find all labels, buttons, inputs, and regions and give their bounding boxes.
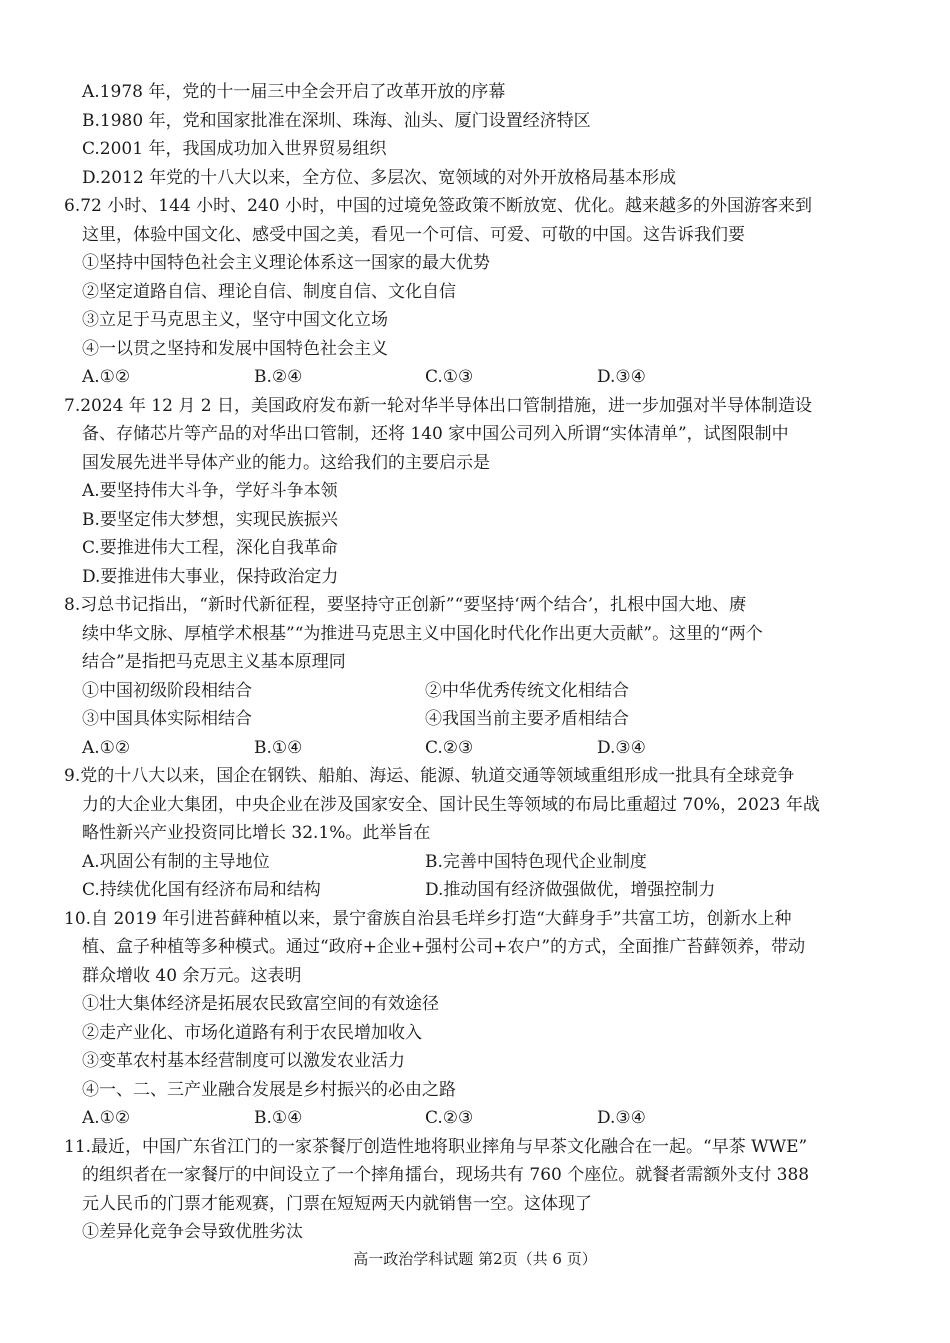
- q10-item-2: ②走产业化、市场化道路有利于农民增加收入: [82, 1023, 422, 1043]
- q10-item-4: ④一、二、三产业融合发展是乡村振兴的必由之路: [82, 1080, 456, 1100]
- q9-stem-line-2: 力的大企业大集团，中央企业在涉及国家安全、国计民生等领域的布局比重超过 70%，2023 年战: [82, 795, 820, 815]
- q10-option-c: C.②③: [425, 1108, 474, 1128]
- q8-stem-line-1: 8.习总书记指出，“新时代新征程，要坚持守正创新”“要坚持‘两个结合’，扎根中国大地、赓: [64, 595, 747, 615]
- q10-item-1: ①壮大集体经济是拓展农民致富空间的有效途径: [82, 994, 439, 1014]
- q8-item-2: ②中华优秀传统文化相结合: [425, 681, 629, 701]
- q8-option-b: B.①④: [254, 738, 303, 758]
- page-footer: 高一政治学科试题 第2页（共 6 页）: [353, 1250, 597, 1268]
- q10-option-d: D.③④: [597, 1108, 646, 1128]
- q8-item-4: ④我国当前主要矛盾相结合: [425, 709, 629, 729]
- q6-option-c: C.①③: [425, 367, 474, 387]
- q9-option-d: D.推动国有经济做强做优，增强控制力: [425, 880, 716, 900]
- q6-item-2: ②坚定道路自信、理论自信、制度自信、文化自信: [82, 282, 456, 302]
- q10-stem-line-3: 群众增收 40 余万元。这表明: [82, 966, 302, 986]
- q7-option-b: B.要坚定伟大梦想，实现民族振兴: [82, 510, 338, 530]
- q10-stem-line-2: 植、盒子种植等多种模式。通过“政府+企业+强村公司+农户”的方式，全面推广苔藓领养，带动: [82, 937, 806, 957]
- q6-stem-line-2: 这里，体验中国文化、感受中国之美，看见一个可信、可爱、可敬的中国。这告诉我们要: [82, 225, 745, 245]
- q10-option-b: B.①④: [254, 1108, 303, 1128]
- q9-stem-line-3: 略性新兴产业投资同比增长 32.1%。此举旨在: [82, 823, 431, 843]
- q7-stem-line-3: 国发展先进半导体产业的能力。这给我们的主要启示是: [82, 453, 490, 473]
- q8-option-d: D.③④: [597, 738, 646, 758]
- q11-item-1: ①差异化竞争会导致优胜劣汰: [82, 1222, 303, 1242]
- q5-option-a: A.1978 年，党的十一届三中全会开启了改革开放的序幕: [82, 82, 506, 102]
- q11-stem-line-3: 元人民币的门票才能观赛，门票在短短两天内就销售一空。这体现了: [82, 1194, 592, 1214]
- q5-option-d: D.2012 年党的十八大以来，全方位、多层次、宽领域的对外开放格局基本形成: [82, 168, 677, 188]
- q8-stem-line-3: 结合”是指把马克思主义基本原理同: [82, 652, 346, 672]
- q6-item-1: ①坚持中国特色社会主义理论体系这一国家的最大优势: [82, 253, 490, 273]
- q8-item-1: ①中国初级阶段相结合: [82, 681, 252, 701]
- q7-option-d: D.要推进伟大事业，保持政治定力: [82, 567, 339, 587]
- q8-option-a: A.①②: [82, 738, 131, 758]
- q9-option-b: B.完善中国特色现代企业制度: [425, 852, 647, 872]
- q9-option-c: C.持续优化国有经济布局和结构: [82, 880, 321, 900]
- q10-item-3: ③变革农村基本经营制度可以激发农业活力: [82, 1051, 405, 1071]
- q9-stem-line-1: 9.党的十八大以来，国企在钢铁、船舶、海运、能源、轨道交通等领域重组形成一批具有全球竞争: [64, 766, 795, 786]
- q11-stem-line-2: 的组织者在一家餐厅的中间设立了一个摔角擂台，现场共有 760 个座位。就餐者需额外支付 388: [82, 1165, 810, 1185]
- q7-option-c: C.要推进伟大工程，深化自我革命: [82, 538, 338, 558]
- q11-stem-line-1: 11.最近，中国广东省江门的一家茶餐厅创造性地将职业摔角与早茶文化融合在一起。“早茶 WWE”: [64, 1137, 808, 1157]
- q5-option-c: C.2001 年，我国成功加入世界贸易组织: [82, 139, 387, 159]
- q8-option-c: C.②③: [425, 738, 474, 758]
- q6-item-3: ③立足于马克思主义，坚守中国文化立场: [82, 310, 388, 330]
- q6-stem-line-1: 6.72 小时、144 小时、240 小时，中国的过境免签政策不断放宽、优化。越来越多的外国游客来到: [64, 196, 812, 216]
- q8-item-3: ③中国具体实际相结合: [82, 709, 252, 729]
- q6-option-a: A.①②: [82, 367, 131, 387]
- q7-stem-line-1: 7.2024 年 12 月 2 日，美国政府发布新一轮对华半导体出口管制措施，进一步加强对半导体制造设: [64, 396, 812, 416]
- q10-option-a: A.①②: [82, 1108, 131, 1128]
- q7-option-a: A.要坚持伟大斗争，学好斗争本领: [82, 481, 338, 501]
- q5-option-b: B.1980 年，党和国家批准在深圳、珠海、汕头、厦门设置经济特区: [82, 111, 591, 131]
- q7-stem-line-2: 备、存储芯片等产品的对华出口管制，还将 140 家中国公司列入所谓“实体清单”，试图限制中: [82, 424, 789, 444]
- q10-stem-line-1: 10.自 2019 年引进苔藓种植以来，景宁畲族自治县毛垟乡打造“大藓身手”共富工坊，创新水上种: [64, 909, 792, 929]
- q8-stem-line-2: 续中华文脉、厚植学术根基”“为推进马克思主义中国化时代化作出更大贡献”。这里的“两个: [82, 624, 763, 644]
- q6-option-b: B.②④: [254, 367, 303, 387]
- q6-item-4: ④一以贯之坚持和发展中国特色社会主义: [82, 339, 388, 359]
- q9-option-a: A.巩固公有制的主导地位: [82, 852, 270, 872]
- q6-option-d: D.③④: [597, 367, 646, 387]
